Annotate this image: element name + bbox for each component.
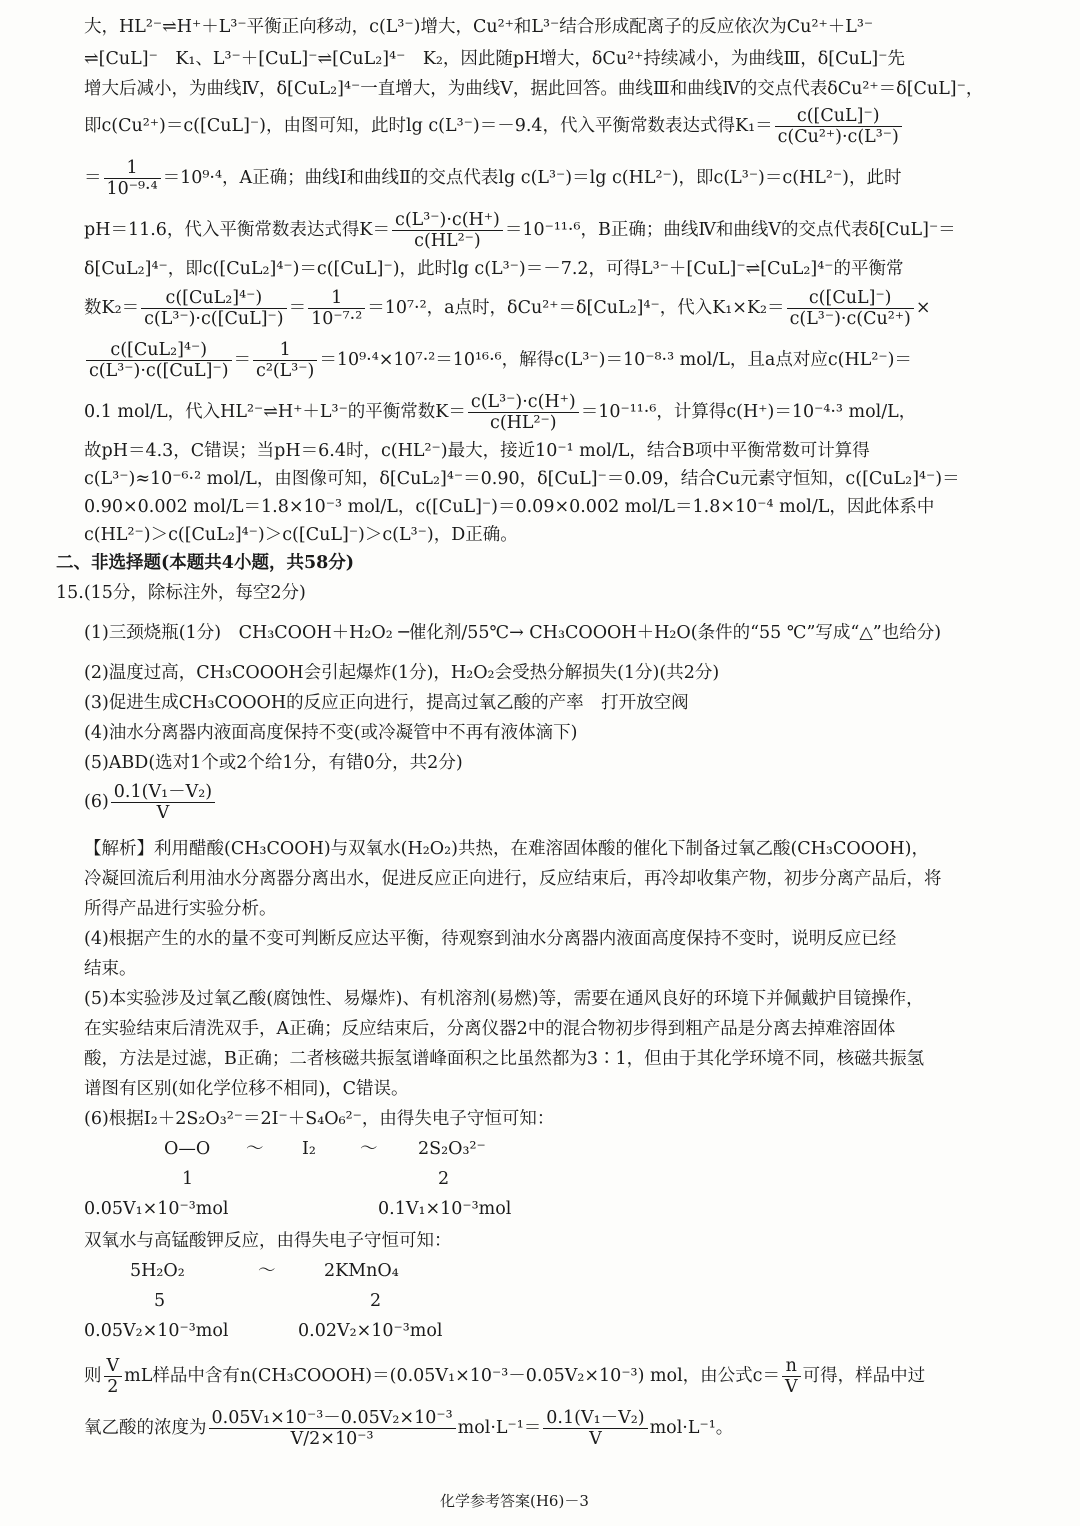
fraction: $\frac{\text{c(L³⁻)·c(H⁺)}}{\text{c(HL²⁻)}}$ — [468, 392, 579, 433]
fraction: $\frac{\text{c(L³⁻)·c(H⁺)}}{\text{c(HL²⁻)}}$ — [392, 210, 503, 251]
text-line: c(HL²⁻)＞c([CuL₂]⁴⁻)＞c([CuL]⁻)＞c(L³⁻)，D正确。 — [84, 525, 518, 545]
answer-line: (1)三颈烧瓶(1分) CH₃COOH＋H₂O₂ ─催化剂/55℃→ CH₃COOOH＋H₂O(条件的“55 ℃”写成“△”也给分) — [84, 623, 942, 643]
relation-symbol: ～ — [246, 1139, 264, 1159]
relation-coefficient: 2 — [438, 1169, 450, 1189]
explanation-line: 结束。 — [84, 959, 137, 979]
relation-symbol: ～ — [258, 1261, 276, 1281]
fraction: $\frac{n}{V}$ — [782, 1356, 801, 1397]
fraction: $\frac{\text{c([CuL]⁻)}}{\text{c(Cu²⁺)·c(L³⁻)}}$ — [775, 106, 902, 147]
relation-amount: 0.05V₁×10⁻³mol — [84, 1199, 229, 1219]
text-line: 0.90×0.002 mol/L＝1.8×10⁻³ mol/L，c([CuL]⁻)＝0.09×0.002 mol/L＝1.8×10⁻⁴ mol/L，因此体系中 — [84, 497, 935, 517]
text-line: ⇌[CuL]⁻ K₁、L³⁻＋[CuL]⁻⇌[CuL₂]⁴⁻ K₂，因此随pH增大，δCu²⁺持续减小，为曲线Ⅲ，δ[CuL]⁻先 — [84, 49, 905, 69]
text-line: $\frac{\text{c([CuL₂]⁴⁻)}}{\text{c(L³⁻)·c([CuL]⁻)}}$ ＝ $\frac{1}{\text{c²(L³⁻)}}$ ＝10⁹·⁴×10⁷·²＝10¹⁶·⁶，解得c(L³⁻)＝10⁻⁸·³ mol/L，且a点对应c(HL²⁻)＝ — [84, 340, 912, 381]
text-line: 0.1 mol/L，代入HL²⁻⇌H⁺＋L³⁻的平衡常数K＝ $\frac{\text{c(L³⁻)·c(H⁺)}}{\text{c(HL²⁻)}}$ ＝10⁻¹¹·⁶，计算得c(H⁺)＝10⁻⁴·³ mol/L， — [84, 392, 917, 433]
explanation-line: 冷凝回流后利用油水分离器分离出水，促进反应正向进行，反应结束后，再冷却收集产物，初步分离产品后，将 — [84, 869, 942, 889]
answer-line: (3)促进生成CH₃COOOH的反应正向进行，提高过氧乙酸的产率 打开放空阀 — [84, 693, 689, 713]
text-line: 大，HL²⁻⇌H⁺＋L³⁻平衡正向移动，c(L³⁻)增大，Cu²⁺和L³⁻结合形成配离子的反应依次为Cu²⁺＋L³⁻ — [84, 17, 874, 37]
page-footer: 化学参考答案(H6)－3 — [440, 1492, 589, 1510]
relation-coefficient: 2 — [370, 1291, 382, 1311]
relation-coefficient: 1 — [182, 1169, 194, 1189]
relation-amount: 0.1V₁×10⁻³mol — [378, 1199, 512, 1219]
answer-line: (4)油水分离器内液面高度保持不变(或冷凝管中不再有液体滴下) — [84, 723, 578, 743]
text-line: 故pH＝4.3，C错误；当pH＝6.4时，c(HL²⁻)最大，接近10⁻¹ mol/L，结合B项中平衡常数可计算得 — [84, 441, 870, 461]
explanation-line: 谱图有区别(如化学位移不相同)，C错误。 — [84, 1079, 409, 1099]
question-heading: 15.(15分，除标注外，每空2分) — [56, 583, 306, 603]
fraction: $\frac{1}{\text{10⁻⁹·⁴}}$ — [104, 158, 161, 199]
relation-symbol: ～ — [360, 1139, 378, 1159]
relation-coefficient: 5 — [154, 1291, 166, 1311]
answer-line: (5)ABD(选对1个或2个给1分，有错0分，共2分) — [84, 753, 463, 773]
relation-term: O—O — [164, 1139, 211, 1159]
fraction: $\frac{\text{c([CuL₂]⁴⁻)}}{\text{c(L³⁻)·c([CuL]⁻)}}$ — [86, 340, 232, 381]
text-line: c(L³⁻)≈10⁻⁶·² mol/L，由图像可知，δ[CuL₂]⁴⁻＝0.90，δ[CuL]⁻＝0.09，结合Cu元素守恒知，c([CuL₂]⁴⁻)＝ — [84, 469, 960, 489]
explanation-line: 双氧水与高锰酸钾反应，由得失电子守恒可知： — [84, 1231, 452, 1251]
explanation-line: 所得产品进行实验分析。 — [84, 899, 277, 919]
answer-line: (6) $\frac{\text{0.1(V₁－V₂)}}{V}$ — [84, 782, 217, 823]
fraction: $\frac{\text{0.05V₁×10⁻³－0.05V₂×10⁻³}}{\text{V/2×10⁻³}}$ — [209, 1408, 456, 1449]
fraction: $\frac{\text{0.1(V₁－V₂)}}{V}$ — [111, 782, 215, 823]
answer-line: (2)温度过高，CH₃COOOH会引起爆炸(1分)，H₂O₂会受热分解损失(1分)(共2分) — [84, 663, 720, 683]
section-heading: 二、非选择题(本题共4小题，共58分) — [56, 553, 355, 573]
fraction: $\frac{\text{c([CuL₂]⁴⁻)}}{\text{c(L³⁻)·c([CuL]⁻)}}$ — [141, 288, 287, 329]
relation-term: I₂ — [302, 1139, 316, 1159]
formula-line: 氧乙酸的浓度为 $\frac{\text{0.05V₁×10⁻³－0.05V₂×10⁻³}}{\text{V/2×10⁻³}}$ mol·L⁻¹＝ $\frac{\text{0.1(V₁－V₂)}}{V}$ mol·L⁻¹。 — [84, 1408, 734, 1449]
fraction: $\frac{1}{\text{10⁻⁷·²}}$ — [308, 288, 365, 329]
formula-line: 则 $\frac{V}{2}$ mL样品中含有n(CH₃COOOH)＝(0.05V₁×10⁻³－0.05V₂×10⁻³) mol，由公式c＝ $\frac{n}{V}$ 可得，样品中过 — [84, 1356, 926, 1397]
text-line: 增大后减小，为曲线Ⅳ，δ[CuL₂]⁴⁻一直增大，为曲线Ⅴ，据此回答。曲线Ⅲ和曲线Ⅳ的交点代表δCu²⁺＝δ[CuL]⁻， — [84, 79, 984, 99]
explanation-line: (5)本实验涉及过氧乙酸(腐蚀性、易爆炸)、有机溶剂(易燃)等，需要在通风良好的环境下并佩戴护目镜操作， — [84, 989, 924, 1009]
relation-amount: 0.02V₂×10⁻³mol — [298, 1321, 443, 1341]
relation-amount: 0.05V₂×10⁻³mol — [84, 1321, 229, 1341]
explanation-line: (6)根据I₂＋2S₂O₃²⁻＝2I⁻＋S₄O₆²⁻，由得失电子守恒可知： — [84, 1109, 555, 1129]
text-line: pH＝11.6，代入平衡常数表达式得K＝ $\frac{\text{c(L³⁻)·c(H⁺)}}{\text{c(HL²⁻)}}$ ＝10⁻¹¹·⁶，B正确；曲线Ⅳ和曲线Ⅴ的交点代表δ[CuL]⁻＝ — [84, 210, 956, 251]
fraction: $\frac{\text{c([CuL]⁻)}}{\text{c(L³⁻)·c(Cu²⁺)}}$ — [787, 288, 914, 329]
text-line: δ[CuL₂]⁴⁻，即c([CuL₂]⁴⁻)＝c([CuL]⁻)，此时lg c(L³⁻)＝－7.2，可得L³⁻＋[CuL]⁻⇌[CuL₂]⁴⁻的平衡常 — [84, 259, 904, 279]
relation-term: 5H₂O₂ — [130, 1261, 185, 1281]
text-line: ＝ $\frac{1}{\text{10⁻⁹·⁴}}$ ＝10⁹·⁴，A正确；曲线Ⅰ和曲线Ⅱ的交点代表lg c(L³⁻)＝lg c(HL²⁻)，即c(L³⁻)＝c(HL²⁻)，此时 — [84, 158, 902, 199]
relation-term: 2S₂O₃²⁻ — [418, 1139, 486, 1159]
explanation-line: 酸，方法是过滤，B正确；二者核磁共振氢谱峰面积之比虽然都为3∶1，但由于其化学环境不同，核磁共振氢 — [84, 1049, 925, 1069]
explanation-line: 在实验结束后清洗双手，A正确；反应结束后，分离仪器2中的混合物初步得到粗产品是分离去掉难溶固体 — [84, 1019, 896, 1039]
text-line: 即c(Cu²⁺)＝c([CuL]⁻)，由图可知，此时lg c(L³⁻)＝－9.4，代入平衡常数表达式得K₁＝ $\frac{\text{c([CuL]⁻)}}{\text{c(Cu²⁺)·c(L³⁻)}}$ — [84, 106, 904, 147]
explanation-line: (4)根据产生的水的量不变可判断反应达平衡，待观察到油水分离器内液面高度保持不变时，说明反应已经 — [84, 929, 897, 949]
text-line: 数K₂＝ $\frac{\text{c([CuL₂]⁴⁻)}}{\text{c(L³⁻)·c([CuL]⁻)}}$ ＝ $\frac{1}{\text{10⁻⁷·²}}$ ＝10⁷·²，a点时，δCu²⁺＝δ[CuL₂]⁴⁻，代入K₁×K₂＝ $\frac{\text{c([CuL]⁻)}}{\text{c(L³⁻)·c(Cu²⁺)}}$ × — [84, 288, 931, 329]
explanation-line: 【解析】利用醋酸(CH₃COOH)与双氧水(H₂O₂)共热，在难溶固体酸的催化下制备过氧乙酸(CH₃COOOH)， — [84, 839, 929, 859]
fraction: $\frac{\text{0.1(V₁－V₂)}}{V}$ — [543, 1408, 647, 1449]
fraction: $\frac{V}{2}$ — [104, 1356, 123, 1397]
fraction: $\frac{1}{\text{c²(L³⁻)}}$ — [253, 340, 317, 381]
relation-term: 2KMnO₄ — [324, 1261, 399, 1281]
